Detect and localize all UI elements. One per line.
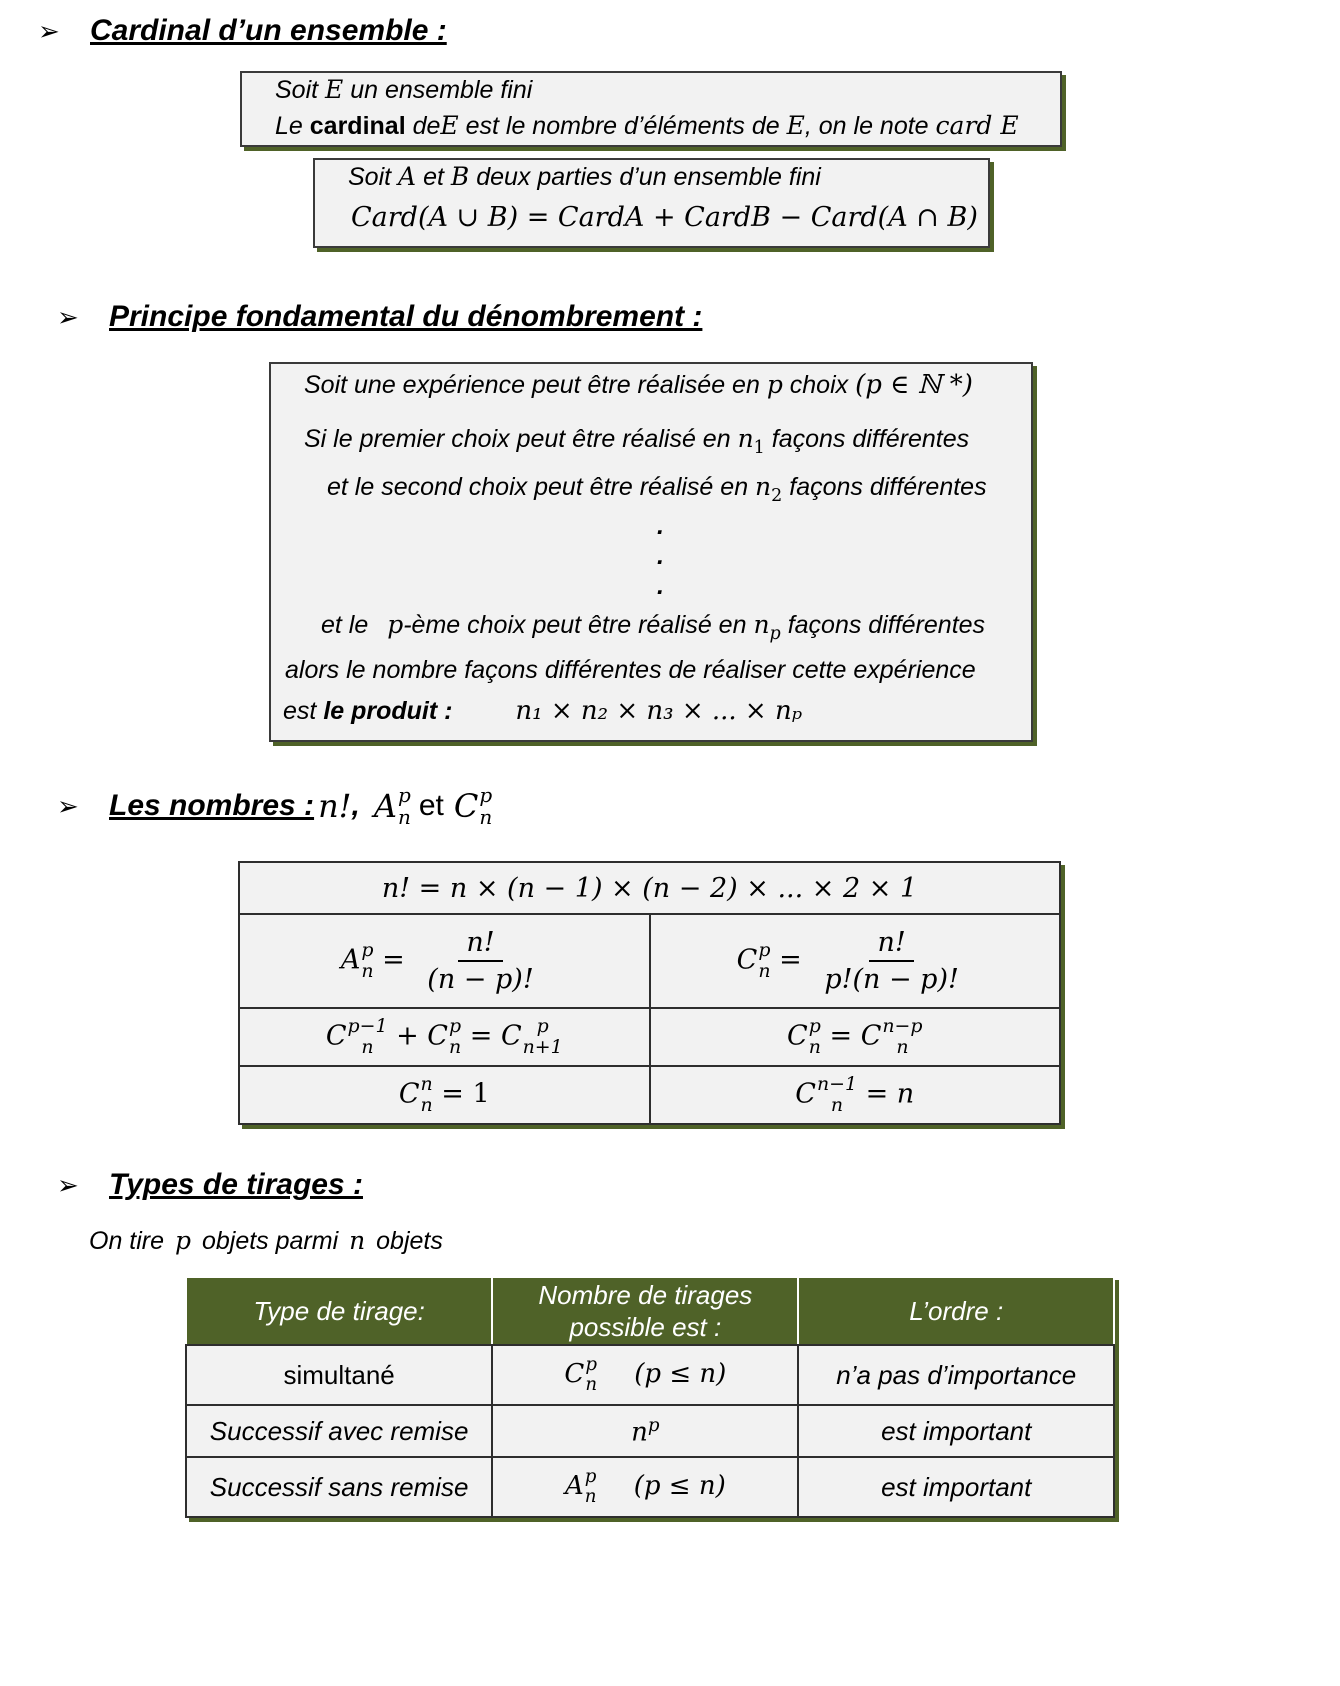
sup: p (536, 1015, 549, 1038)
var-e: E (440, 111, 459, 140)
equals: = (469, 1020, 493, 1052)
symmetry-cell (650, 1008, 1061, 1066)
rhs: = 1 (441, 1078, 490, 1110)
product-formula: n₁ × n₂ × n₃ × ... × nₚ (515, 696, 803, 726)
card-formula: card E (935, 111, 1019, 140)
table-row (186, 1457, 1114, 1517)
a-indices (398, 784, 411, 828)
cnn-cell (239, 1066, 650, 1124)
denominator: (n − p)! (427, 964, 534, 995)
text: choix (789, 371, 849, 399)
condition: (p ≤ n) (633, 1470, 726, 1501)
fraction (816, 927, 967, 995)
indices (585, 1467, 597, 1507)
type-cell: simultané (186, 1345, 492, 1405)
text: Soit (275, 76, 319, 104)
sub: n (397, 805, 411, 829)
var-a: A (373, 787, 397, 825)
c-indices (479, 784, 492, 828)
tirages-intro (89, 1226, 443, 1256)
text: et le second choix peut être réalisé en (327, 473, 749, 501)
sub: n (585, 1374, 598, 1395)
heading-text: Les nombres : (109, 789, 315, 822)
sub: n (361, 960, 374, 982)
equals: = (779, 944, 802, 976)
text: Si le premier choix peut être réalisé en (304, 425, 731, 453)
text: est (283, 697, 317, 725)
sup: p (647, 1414, 660, 1436)
var-a: A (564, 1470, 584, 1501)
pascal-cell (239, 1008, 650, 1066)
arrow-bullet-icon: ➢ (57, 790, 79, 821)
formulas-table (238, 861, 1061, 1125)
text: deux parties d’un ensemble fini (476, 163, 821, 191)
principe-line-4 (321, 610, 985, 644)
sub: n (584, 1486, 597, 1507)
table-row (186, 1345, 1114, 1405)
section-cardinal-heading (38, 14, 447, 48)
table-row (186, 1405, 1114, 1457)
sup: p (585, 1353, 598, 1375)
bold-term: cardinal (309, 112, 406, 140)
var-n: n (631, 1417, 648, 1448)
factorial-cell: n! = n × (n − 1) × (n − 2) × ... × 2 × 1 (239, 862, 1060, 914)
section-nombres-heading (57, 778, 492, 834)
section-principe-heading (57, 300, 702, 334)
sub: n (420, 1094, 433, 1116)
principe-line-2 (304, 424, 969, 458)
denominator: p!(n − p)! (824, 964, 959, 995)
var-n: n (737, 424, 754, 453)
principe-box (269, 362, 1033, 742)
text: On tire (89, 1227, 165, 1255)
ellipsis-dot-3: . (657, 572, 664, 600)
order-cell: est important (798, 1457, 1114, 1517)
cardinal-definition-box (240, 71, 1062, 147)
text: façons différentes (787, 611, 986, 639)
sub: n (808, 1036, 821, 1058)
var-c: C (453, 787, 479, 825)
n-factorial: n! (318, 787, 352, 825)
sup: p (397, 783, 411, 807)
union-formula: Card(A ∪ B) = CardA + CardB − Card(A ∩ B) (351, 202, 978, 233)
header-ordre: L’ordre : (798, 1277, 1114, 1345)
sup: p (479, 783, 493, 807)
text: -ème choix peut être réalisé en (403, 611, 747, 639)
union-formula-box (313, 158, 990, 248)
text: Le (275, 112, 303, 140)
equals: = (382, 944, 405, 976)
bold-term: le produit : (323, 697, 453, 725)
subscript: 2 (771, 486, 783, 506)
var-b: B (450, 162, 470, 191)
subscript: p (769, 624, 781, 644)
text: Soit une expérience peut être réalisée en (304, 371, 760, 399)
text: Soit (348, 163, 392, 191)
sup: p (584, 1465, 597, 1487)
var-p: p (174, 1226, 191, 1255)
indices (758, 940, 770, 982)
arrow-bullet-icon: ➢ (57, 301, 79, 332)
sub: n (479, 805, 493, 829)
sup: n (420, 1073, 433, 1096)
cnn1-cell (650, 1066, 1061, 1124)
indices (348, 1016, 388, 1058)
var-e: E (325, 75, 344, 104)
var-c: C (787, 1020, 808, 1052)
indices (421, 1074, 433, 1116)
principe-line-1 (304, 370, 973, 400)
var-p: p (387, 610, 404, 639)
rhs: = n (865, 1078, 915, 1110)
tirages-table (185, 1276, 1115, 1518)
var-c: C (398, 1078, 420, 1110)
formula-cell (492, 1345, 798, 1405)
header-nombre: Nombre de tirages possible est : (492, 1277, 798, 1345)
var-p: p (766, 370, 783, 399)
var-a: A (340, 944, 361, 976)
sub: n (896, 1036, 909, 1058)
set-formula: (p ∈ ℕ *) (855, 370, 973, 400)
sup: p (808, 1015, 821, 1038)
fraction (419, 927, 541, 995)
definition-line-2 (275, 111, 1019, 141)
combination-cell (650, 914, 1061, 1008)
formula-cell (492, 1405, 798, 1457)
sub: n+1 (522, 1036, 563, 1058)
plus: + (396, 1020, 419, 1052)
indices (449, 1016, 461, 1058)
arrow-bullet-icon: ➢ (38, 15, 60, 46)
order-cell: est important (798, 1405, 1114, 1457)
text: et le (321, 611, 369, 639)
indices (523, 1016, 563, 1058)
formula-cell (492, 1457, 798, 1517)
text: et (423, 163, 444, 191)
text: de (412, 112, 441, 140)
section-tirages-heading (57, 1168, 363, 1202)
heading-text: Cardinal d’un ensemble : (90, 14, 447, 47)
ellipsis-dot-1: . (657, 512, 664, 540)
sup: n−p (882, 1015, 923, 1038)
var-c: C (860, 1020, 882, 1052)
order-cell: n’a pas d’importance (798, 1345, 1114, 1405)
text: objets parmi (201, 1227, 339, 1255)
text: objets (376, 1227, 443, 1255)
var-c: C (325, 1020, 347, 1052)
comma: , (351, 789, 360, 822)
sub: n (830, 1094, 844, 1116)
var-c: C (427, 1020, 448, 1052)
text: et (418, 789, 444, 822)
type-cell: Successif avec remise (186, 1405, 492, 1457)
indices (585, 1355, 597, 1395)
text: façons différentes (789, 473, 987, 501)
var-e: E (786, 111, 805, 140)
arrangement-cell (239, 914, 650, 1008)
numerator: n! (458, 927, 502, 962)
sup: p (758, 939, 771, 962)
definition-line-1 (275, 75, 532, 105)
var-c: C (795, 1078, 816, 1110)
var-c: C (564, 1358, 585, 1389)
text: un ensemble fini (350, 76, 533, 104)
var-n: n (753, 610, 770, 639)
var-n: n (755, 472, 772, 501)
sup: p (361, 939, 374, 962)
var-c: C (736, 944, 758, 976)
principe-line-3 (327, 472, 987, 506)
sup: p (449, 1015, 462, 1038)
var-c: C (500, 1020, 522, 1052)
ellipsis-dot-2: . (657, 542, 664, 570)
text: façons différentes (771, 425, 970, 453)
sub: n (758, 960, 771, 982)
var-a: A (398, 162, 417, 191)
sub: n (448, 1036, 462, 1058)
principe-line-6 (283, 696, 802, 726)
union-line-1 (348, 162, 821, 192)
text: , on le note (804, 112, 929, 140)
sup: p−1 (347, 1015, 388, 1038)
type-cell: Successif sans remise (186, 1457, 492, 1517)
indices (817, 1074, 857, 1116)
indices (361, 940, 373, 982)
sup: n−1 (816, 1073, 857, 1096)
var-n: n (349, 1226, 366, 1255)
heading-text: Types de tirages : (109, 1168, 363, 1201)
equals: = (829, 1020, 853, 1052)
heading-text: Principe fondamental du dénombrement : (109, 300, 703, 333)
principe-line-5: alors le nombre façons différentes de réaliser cette expérience (285, 656, 976, 684)
numerator: n! (869, 927, 913, 962)
text: est le nombre d’éléments de (465, 112, 780, 140)
indices (882, 1016, 922, 1058)
indices (809, 1016, 821, 1058)
arrow-bullet-icon: ➢ (57, 1169, 79, 1200)
condition: (p ≤ n) (634, 1358, 727, 1389)
header-type: Type de tirage: (186, 1277, 492, 1345)
sub: n (361, 1036, 374, 1058)
subscript: 1 (753, 438, 765, 458)
